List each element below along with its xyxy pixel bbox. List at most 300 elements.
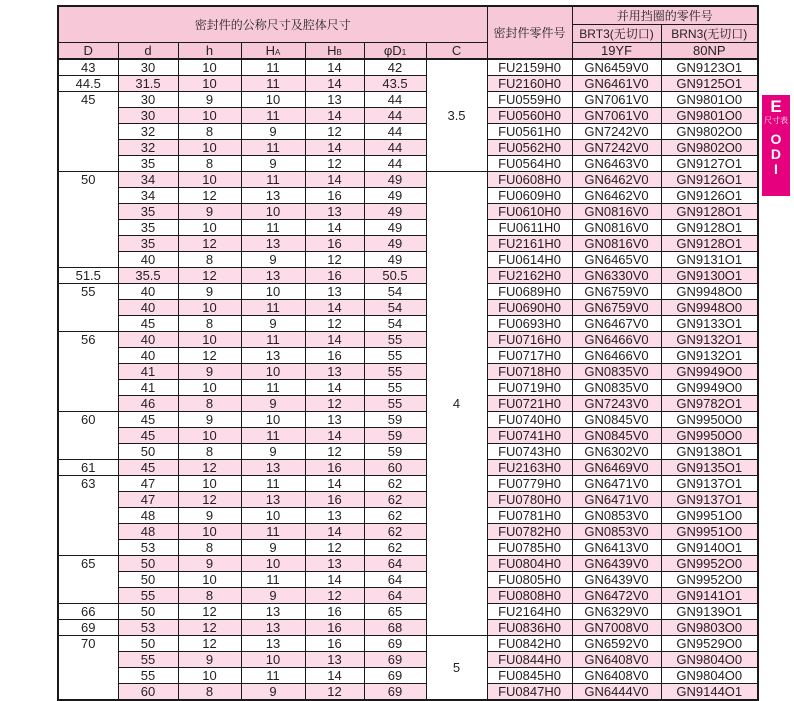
cell-HB: 13 [305, 284, 364, 300]
cell-HA: 10 [241, 284, 305, 300]
cell-HA: 13 [241, 460, 305, 476]
cell-brt3-part: GN0835V0 [572, 380, 661, 396]
cell-brt3-part: GN6462V0 [572, 188, 661, 204]
cell-brn3-part: GN9126O1 [661, 188, 758, 204]
cell-HB: 12 [305, 684, 364, 701]
cell-brt3-part: GN6444V0 [572, 684, 661, 701]
cell-HB: 13 [305, 652, 364, 668]
cell-HA: 11 [241, 300, 305, 316]
cell-d: 40 [118, 300, 178, 316]
cell-d: 30 [118, 108, 178, 124]
cell-D: 55 [58, 284, 118, 332]
cell-HB: 14 [305, 59, 364, 76]
cell-D1: 54 [364, 300, 426, 316]
cell-h: 10 [178, 172, 241, 188]
cell-HA: 13 [241, 604, 305, 620]
cell-seal-part: FU2160H0 [487, 76, 572, 92]
cell-D1: 64 [364, 556, 426, 572]
cell-seal-part: FU0847H0 [487, 684, 572, 701]
table-row [58, 348, 758, 364]
cell-h: 8 [178, 444, 241, 460]
cell-HA: 13 [241, 620, 305, 636]
table-row [58, 492, 758, 508]
cell-brt3-part: GN6471V0 [572, 476, 661, 492]
cell-HA: 11 [241, 476, 305, 492]
table-row [58, 668, 758, 684]
cell-HB: 14 [305, 572, 364, 588]
cell-brt3-part: GN6466V0 [572, 332, 661, 348]
cell-d: 40 [118, 348, 178, 364]
table-row [58, 508, 758, 524]
cell-brt3-part: GN7242V0 [572, 140, 661, 156]
table-row [58, 220, 758, 236]
cell-h: 8 [178, 252, 241, 268]
cell-D1: 69 [364, 652, 426, 668]
cell-HA: 9 [241, 540, 305, 556]
cell-h: 9 [178, 652, 241, 668]
cell-brn3-part: GN9802O0 [661, 140, 758, 156]
cell-h: 9 [178, 284, 241, 300]
cell-brn3-part: GN9128O1 [661, 236, 758, 252]
cell-D1: 43.5 [364, 76, 426, 92]
cell-h: 10 [178, 476, 241, 492]
cell-HB: 14 [305, 380, 364, 396]
cell-brn3-part: GN9948O0 [661, 300, 758, 316]
cell-HB: 16 [305, 236, 364, 252]
table-row [58, 284, 758, 300]
col-header-80NP: 80NP [661, 43, 758, 60]
cell-C: 3.5 [426, 59, 487, 172]
cell-d: 53 [118, 620, 178, 636]
cell-brn3-part: GN9951O0 [661, 508, 758, 524]
cell-h: 12 [178, 236, 241, 252]
cell-d: 50 [118, 636, 178, 652]
cell-D: 63 [58, 476, 118, 556]
cell-seal-part: FU0844H0 [487, 652, 572, 668]
cell-seal-part: FU0808H0 [487, 588, 572, 604]
cell-HA: 11 [241, 140, 305, 156]
table-row [58, 444, 758, 460]
cell-seal-part: FU0717H0 [487, 348, 572, 364]
cell-HA: 13 [241, 268, 305, 284]
cell-D1: 55 [364, 364, 426, 380]
cell-seal-part: FU0779H0 [487, 476, 572, 492]
table-row [58, 556, 758, 572]
cell-d: 35 [118, 236, 178, 252]
cell-HA: 11 [241, 332, 305, 348]
col-header-D: D [58, 43, 118, 60]
table-row [58, 524, 758, 540]
cell-d: 45 [118, 460, 178, 476]
cell-HB: 16 [305, 636, 364, 652]
cell-D: 66 [58, 604, 118, 620]
cell-D1: 55 [364, 380, 426, 396]
cell-h: 12 [178, 268, 241, 284]
cell-d: 31.5 [118, 76, 178, 92]
cell-brn3-part: GN9804O0 [661, 652, 758, 668]
cell-HA: 10 [241, 412, 305, 428]
section-letter: E [770, 97, 782, 116]
cell-HB: 14 [305, 428, 364, 444]
cell-h: 10 [178, 140, 241, 156]
cell-brn3-part: GN9951O0 [661, 524, 758, 540]
cell-brn3-part: GN9950O0 [661, 412, 758, 428]
cell-D1: 54 [364, 284, 426, 300]
cell-HA: 11 [241, 76, 305, 92]
cell-brn3-part: GN9952O0 [661, 572, 758, 588]
cell-seal-part: FU0614H0 [487, 252, 572, 268]
cell-seal-part: FU0561H0 [487, 124, 572, 140]
dimensions-group-header: 密封件的公称尺寸及腔体尺寸 [58, 6, 487, 43]
table-row [58, 252, 758, 268]
cell-seal-part: FU0564H0 [487, 156, 572, 172]
cell-seal-part: FU0785H0 [487, 540, 572, 556]
cell-D: 45 [58, 92, 118, 172]
cell-brn3-part: GN9952O0 [661, 556, 758, 572]
table-row [58, 59, 758, 76]
cell-D1: 55 [364, 332, 426, 348]
cell-HA: 11 [241, 220, 305, 236]
col-header-HB: HB [305, 43, 364, 60]
cell-h: 8 [178, 124, 241, 140]
cell-D1: 55 [364, 348, 426, 364]
cell-brt3-part: GN0853V0 [572, 508, 661, 524]
cell-HB: 14 [305, 332, 364, 348]
table-row [58, 188, 758, 204]
cell-HB: 14 [305, 76, 364, 92]
cell-h: 8 [178, 684, 241, 701]
table-row [58, 396, 758, 412]
table-row [58, 92, 758, 108]
cell-h: 9 [178, 556, 241, 572]
cell-HB: 16 [305, 460, 364, 476]
cell-HA: 11 [241, 428, 305, 444]
cell-HB: 14 [305, 524, 364, 540]
cell-d: 45 [118, 316, 178, 332]
cell-HB: 13 [305, 204, 364, 220]
col-header-D1: φD1 [364, 43, 426, 60]
cell-seal-part: FU0716H0 [487, 332, 572, 348]
cell-HA: 13 [241, 348, 305, 364]
cell-HB: 14 [305, 172, 364, 188]
cell-D1: 69 [364, 636, 426, 652]
col-header-19YF: 19YF [572, 43, 661, 60]
cell-brn3-part: GN9804O0 [661, 668, 758, 684]
cell-HB: 16 [305, 348, 364, 364]
cell-brn3-part: GN9133O1 [661, 316, 758, 332]
table-row [58, 636, 758, 652]
cell-brt3-part: GN7008V0 [572, 620, 661, 636]
cell-D1: 42 [364, 59, 426, 76]
cell-h: 9 [178, 92, 241, 108]
cell-D1: 44 [364, 140, 426, 156]
cell-h: 8 [178, 316, 241, 332]
cell-brt3-part: GN6471V0 [572, 492, 661, 508]
table-row [58, 156, 758, 172]
cell-HB: 12 [305, 540, 364, 556]
cell-D1: 44 [364, 156, 426, 172]
cell-h: 12 [178, 604, 241, 620]
cell-brn3-part: GN9144O1 [661, 684, 758, 701]
cell-D1: 54 [364, 316, 426, 332]
cell-D1: 50.5 [364, 268, 426, 284]
cell-d: 35 [118, 220, 178, 236]
cell-HA: 9 [241, 316, 305, 332]
cell-d: 35 [118, 204, 178, 220]
cell-HA: 11 [241, 380, 305, 396]
cell-seal-part: FU2159H0 [487, 59, 572, 76]
cell-brt3-part: GN6408V0 [572, 668, 661, 684]
cell-D1: 62 [364, 540, 426, 556]
cell-seal-part: FU2161H0 [487, 236, 572, 252]
cell-d: 50 [118, 572, 178, 588]
cell-d: 32 [118, 124, 178, 140]
cell-D1: 69 [364, 668, 426, 684]
cell-d: 46 [118, 396, 178, 412]
cell-HB: 13 [305, 556, 364, 572]
cell-seal-part: FU0836H0 [487, 620, 572, 636]
cell-seal-part: FU0719H0 [487, 380, 572, 396]
table-row [58, 588, 758, 604]
cell-HA: 10 [241, 364, 305, 380]
cell-HB: 12 [305, 252, 364, 268]
cell-d: 55 [118, 588, 178, 604]
cell-h: 10 [178, 220, 241, 236]
brt3-column-header: BRT3(无切口) [572, 25, 661, 43]
cell-brt3-part: GN6302V0 [572, 444, 661, 460]
cell-D1: 49 [364, 172, 426, 188]
cell-brt3-part: GN6472V0 [572, 588, 661, 604]
table-row [58, 412, 758, 428]
cell-brn3-part: GN9137O1 [661, 476, 758, 492]
cell-brn3-part: GN9948O0 [661, 284, 758, 300]
cell-seal-part: FU0741H0 [487, 428, 572, 444]
cell-HB: 12 [305, 316, 364, 332]
cell-h: 12 [178, 460, 241, 476]
table-row [58, 300, 758, 316]
cell-brt3-part: GN0853V0 [572, 524, 661, 540]
cell-HB: 13 [305, 92, 364, 108]
cell-HA: 11 [241, 524, 305, 540]
cell-seal-part: FU0721H0 [487, 396, 572, 412]
cell-D1: 62 [364, 524, 426, 540]
cell-h: 9 [178, 204, 241, 220]
cell-brn3-part: GN9801O0 [661, 92, 758, 108]
cell-brn3-part: GN9802O0 [661, 124, 758, 140]
cell-D1: 44 [364, 124, 426, 140]
cell-D1: 62 [364, 508, 426, 524]
cell-HB: 16 [305, 268, 364, 284]
cell-seal-part: FU0611H0 [487, 220, 572, 236]
cell-brn3-part: GN9128O1 [661, 220, 758, 236]
cell-D1: 68 [364, 620, 426, 636]
cell-HB: 16 [305, 604, 364, 620]
cell-HB: 14 [305, 476, 364, 492]
cell-brt3-part: GN7061V0 [572, 92, 661, 108]
cell-brn3-part: GN9125O1 [661, 76, 758, 92]
cell-d: 34 [118, 172, 178, 188]
cell-HA: 11 [241, 59, 305, 76]
cell-h: 10 [178, 572, 241, 588]
cell-h: 8 [178, 396, 241, 412]
cell-D1: 49 [364, 236, 426, 252]
cell-brt3-part: GN6330V0 [572, 268, 661, 284]
cell-h: 10 [178, 76, 241, 92]
cell-D1: 44 [364, 92, 426, 108]
cell-brt3-part: GN6439V0 [572, 556, 661, 572]
cell-HA: 10 [241, 556, 305, 572]
cell-seal-part: FU0560H0 [487, 108, 572, 124]
table-body [58, 59, 758, 700]
cell-brt3-part: GN0845V0 [572, 412, 661, 428]
cell-brt3-part: GN6329V0 [572, 604, 661, 620]
cell-brn3-part: GN9128O1 [661, 204, 758, 220]
cell-HB: 13 [305, 508, 364, 524]
table-row [58, 460, 758, 476]
cell-brt3-part: GN7242V0 [572, 124, 661, 140]
cell-h: 10 [178, 380, 241, 396]
cell-d: 53 [118, 540, 178, 556]
cell-HA: 11 [241, 668, 305, 684]
backup-ring-group-header: 并用挡圈的零件号 [572, 6, 758, 25]
cell-d: 50 [118, 556, 178, 572]
cell-D1: 44 [364, 108, 426, 124]
cell-d: 30 [118, 59, 178, 76]
cell-seal-part: FU0693H0 [487, 316, 572, 332]
cell-D1: 49 [364, 188, 426, 204]
brn3-column-header: BRN3(无切口) [661, 25, 758, 43]
cell-seal-part: FU2163H0 [487, 460, 572, 476]
cell-brn3-part: GN9131O1 [661, 252, 758, 268]
cell-seal-part: FU0782H0 [487, 524, 572, 540]
cell-brn3-part: GN9949O0 [661, 380, 758, 396]
cell-h: 12 [178, 188, 241, 204]
cell-HB: 12 [305, 156, 364, 172]
cell-HA: 9 [241, 684, 305, 701]
cell-HB: 16 [305, 188, 364, 204]
cell-seal-part: FU0845H0 [487, 668, 572, 684]
cell-seal-part: FU0805H0 [487, 572, 572, 588]
cell-h: 12 [178, 620, 241, 636]
cell-HB: 13 [305, 412, 364, 428]
cell-HA: 10 [241, 508, 305, 524]
cell-D1: 65 [364, 604, 426, 620]
cell-HA: 11 [241, 108, 305, 124]
cell-brt3-part: GN7061V0 [572, 108, 661, 124]
cell-HB: 16 [305, 620, 364, 636]
cell-D1: 49 [364, 252, 426, 268]
cell-C: 5 [426, 636, 487, 701]
cell-HA: 9 [241, 444, 305, 460]
cell-D1: 62 [364, 492, 426, 508]
table-row [58, 476, 758, 492]
cell-D1: 64 [364, 588, 426, 604]
cell-h: 12 [178, 492, 241, 508]
cell-d: 48 [118, 508, 178, 524]
cell-brn3-part: GN9140O1 [661, 540, 758, 556]
cell-seal-part: FU0781H0 [487, 508, 572, 524]
table-row [58, 316, 758, 332]
cell-D1: 62 [364, 476, 426, 492]
cell-D: 56 [58, 332, 118, 412]
cell-d: 55 [118, 652, 178, 668]
cell-brn3-part: GN9132O1 [661, 332, 758, 348]
cell-HB: 14 [305, 300, 364, 316]
cell-seal-part: FU0780H0 [487, 492, 572, 508]
cell-HA: 10 [241, 92, 305, 108]
cell-HA: 11 [241, 172, 305, 188]
table-row [58, 572, 758, 588]
cell-HB: 16 [305, 492, 364, 508]
cell-HB: 12 [305, 396, 364, 412]
table-row [58, 604, 758, 620]
section-tab-label: 尺寸表 [764, 116, 788, 125]
cell-D1: 60 [364, 460, 426, 476]
cell-HB: 14 [305, 220, 364, 236]
col-header-HA: HA [241, 43, 305, 60]
cell-d: 48 [118, 524, 178, 540]
cell-C: 4 [426, 172, 487, 636]
cell-d: 40 [118, 284, 178, 300]
cell-D1: 69 [364, 684, 426, 701]
cell-d: 47 [118, 492, 178, 508]
cell-h: 10 [178, 428, 241, 444]
cell-brn3-part: GN9141O1 [661, 588, 758, 604]
cell-h: 12 [178, 348, 241, 364]
cell-d: 40 [118, 252, 178, 268]
cell-h: 10 [178, 108, 241, 124]
cell-d: 34 [118, 188, 178, 204]
cell-seal-part: FU0842H0 [487, 636, 572, 652]
cell-brt3-part: GN6469V0 [572, 460, 661, 476]
cell-D: 65 [58, 556, 118, 604]
cell-d: 47 [118, 476, 178, 492]
cell-D: 61 [58, 460, 118, 476]
cell-brt3-part: GN6462V0 [572, 172, 661, 188]
cell-seal-part: FU0718H0 [487, 364, 572, 380]
cell-D1: 64 [364, 572, 426, 588]
cell-HA: 9 [241, 396, 305, 412]
seal-part-number-header: 密封件零件号 [487, 6, 572, 59]
table-row [58, 124, 758, 140]
cell-d: 35.5 [118, 268, 178, 284]
cell-HB: 12 [305, 444, 364, 460]
cell-HA: 11 [241, 572, 305, 588]
cell-HB: 14 [305, 140, 364, 156]
cell-d: 40 [118, 332, 178, 348]
col-header-h: h [178, 43, 241, 60]
cell-brt3-part: GN6465V0 [572, 252, 661, 268]
cell-D1: 55 [364, 396, 426, 412]
cell-brt3-part: GN6461V0 [572, 76, 661, 92]
cell-D: 44.5 [58, 76, 118, 92]
cell-brn3-part: GN9801O0 [661, 108, 758, 124]
table-row [58, 108, 758, 124]
cell-brn3-part: GN9123O1 [661, 59, 758, 76]
cell-brt3-part: GN6459V0 [572, 59, 661, 76]
cell-HA: 9 [241, 124, 305, 140]
cell-brn3-part: GN9127O1 [661, 156, 758, 172]
cell-brn3-part: GN9949O0 [661, 364, 758, 380]
cell-D: 50 [58, 172, 118, 268]
cell-seal-part: FU2162H0 [487, 268, 572, 284]
cell-d: 41 [118, 380, 178, 396]
cell-brt3-part: GN6463V0 [572, 156, 661, 172]
col-header-d: d [118, 43, 178, 60]
cell-HA: 10 [241, 204, 305, 220]
table-row [58, 380, 758, 396]
cell-D1: 59 [364, 444, 426, 460]
